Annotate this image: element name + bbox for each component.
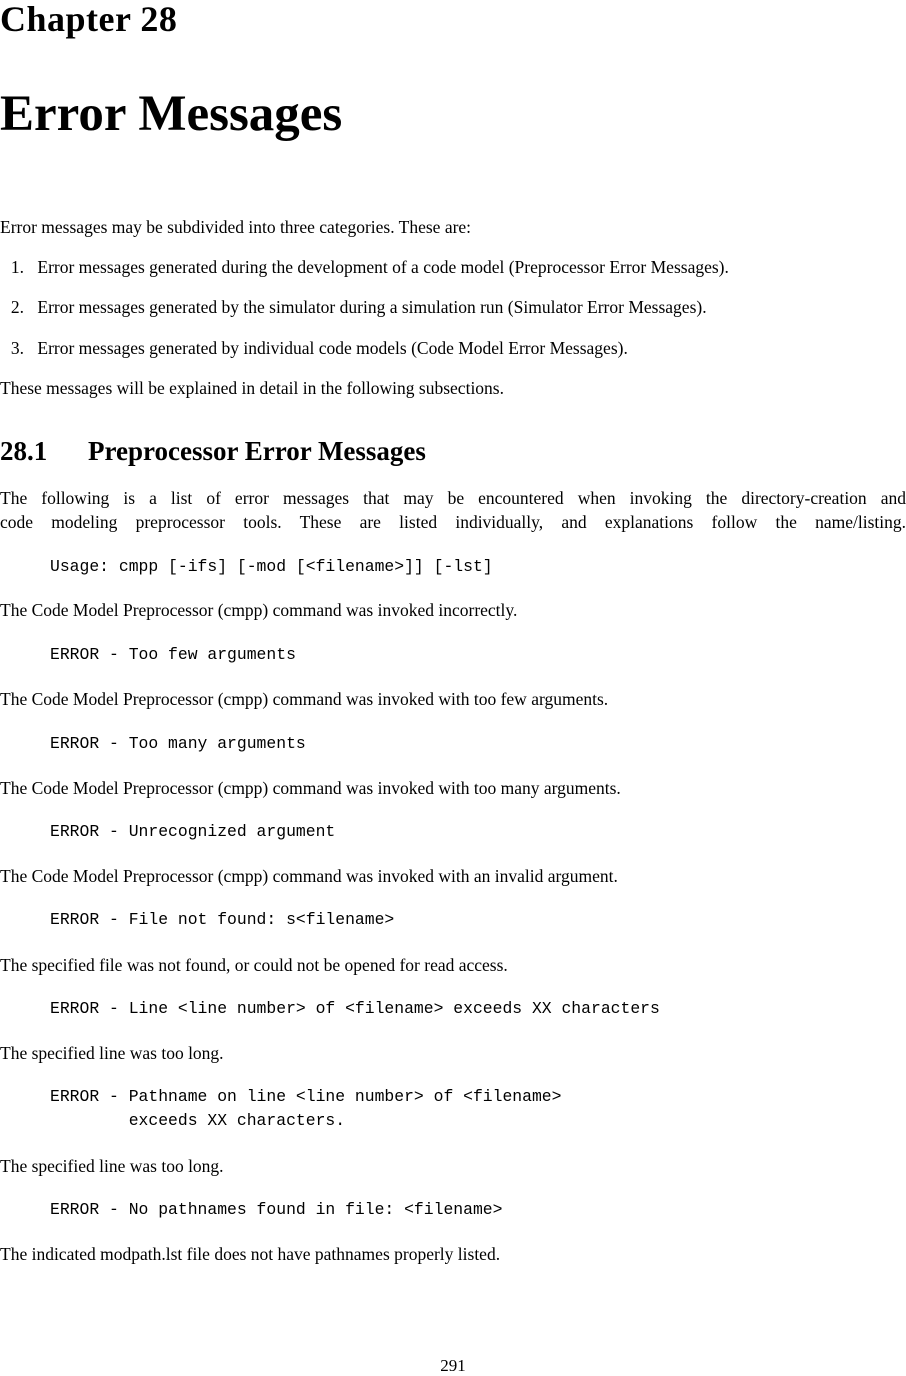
- error-message-explanation: The Code Model Preprocessor (cmpp) command was invoked incorrectly.: [0, 600, 518, 620]
- page-number: 291: [440, 1356, 466, 1375]
- error-message-explanation: The Code Model Preprocessor (cmpp) command was invoked with too many arguments.: [0, 778, 621, 798]
- error-message-code: ERROR - Line <line number> of <filename> exceeds XX characters: [50, 999, 660, 1018]
- list-item: [0, 296, 707, 318]
- list-item: [0, 256, 729, 278]
- error-message-explanation: The Code Model Preprocessor (cmpp) command was invoked with an invalid argument.: [0, 866, 618, 886]
- section-number: 28.1: [0, 436, 48, 466]
- error-message-code: Usage: cmpp [-ifs] [-mod [<filename>]] [-lst]: [50, 557, 493, 576]
- list-item: [0, 337, 628, 359]
- error-message-explanation: The specified line was too long.: [0, 1043, 224, 1063]
- error-message-code: ERROR - No pathnames found in file: <filename>: [50, 1200, 503, 1219]
- error-message-explanation: The Code Model Preprocessor (cmpp) command was invoked with too few arguments.: [0, 689, 609, 709]
- section-paragraph-line-2: code modeling preprocessor tools. These are listed individually, and explanations follow the name/listing.: [0, 512, 906, 532]
- list-item-number: 1.: [10, 257, 24, 277]
- error-message-explanation: The indicated modpath.lst file does not have pathnames properly listed.: [0, 1244, 501, 1264]
- list-item-text: Error messages generated by the simulator during a simulation run (Simulator Error Messages).: [37, 297, 707, 317]
- list-item-text: Error messages generated during the development of a code model (Preprocessor Error Messages).: [37, 257, 729, 277]
- list-item-number: 3.: [10, 338, 24, 358]
- intro-paragraph: Error messages may be subdivided into three categories. These are:: [0, 217, 472, 237]
- error-message-code: ERROR - Unrecognized argument: [50, 822, 336, 841]
- section-paragraph-line-1: The following is a list of error messages that may be encountered when invoking the directory-creation and: [0, 488, 906, 508]
- error-message-code-continuation: exceeds XX characters.: [50, 1111, 346, 1130]
- chapter-title: Error Messages: [0, 86, 343, 142]
- section-title: Preprocessor Error Messages: [88, 436, 426, 466]
- error-message-explanation: The specified file was not found, or could not be opened for read access.: [0, 955, 508, 975]
- error-message-code: ERROR - Too few arguments: [50, 645, 296, 664]
- chapter-label: Chapter 28: [0, 0, 178, 39]
- error-message-code: ERROR - File not found: s<filename>: [50, 910, 395, 929]
- list-item-text: Error messages generated by individual code models (Code Model Error Messages).: [37, 338, 628, 358]
- section-heading: [0, 436, 426, 466]
- intro-closing-paragraph: These messages will be explained in detail in the following subsections.: [0, 378, 504, 398]
- error-message-explanation: The specified line was too long.: [0, 1156, 224, 1176]
- list-item-number: 2.: [10, 297, 24, 317]
- error-message-code: ERROR - Pathname on line <line number> of <filename>: [50, 1087, 562, 1106]
- error-message-code: ERROR - Too many arguments: [50, 734, 306, 753]
